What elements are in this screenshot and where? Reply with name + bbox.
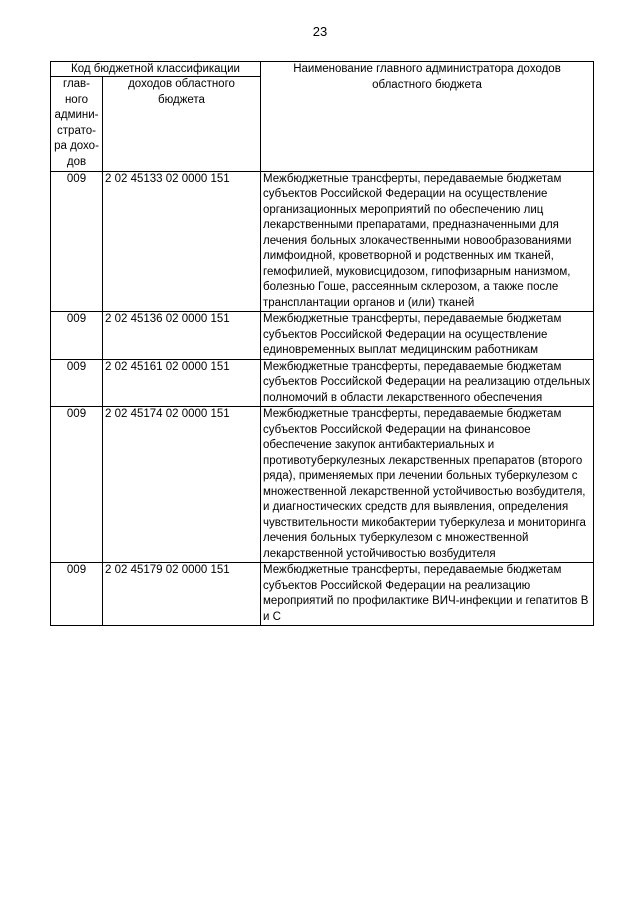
cell-income-code: 2 02 45174 02 0000 151 (103, 407, 261, 563)
table-row (51, 359, 594, 407)
table-row (51, 312, 594, 360)
cell-admin-code: 009 (51, 312, 103, 360)
cell-name: Межбюджетные трансферты, передаваемые бюджетам субъектов Российской Федерации на осуществление единовременных выплат медицинским работникам (261, 312, 594, 360)
page-number: 23 (312, 24, 328, 39)
table-row (51, 171, 594, 312)
header-regional-budget-income: доходов областного бюджета (103, 77, 261, 172)
table-row (51, 407, 594, 563)
cell-admin-code: 009 (51, 563, 103, 626)
budget-classification-table (50, 61, 594, 626)
header-main-administrator (51, 77, 103, 172)
cell-name: Межбюджетные трансферты, передаваемые бюджетам субъектов Российской Федерации на реализацию отдельных полномочий в области лекарственного обеспечения (261, 359, 594, 407)
cell-admin-code: 009 (51, 407, 103, 563)
cell-name: Межбюджетные трансферты, передаваемые бюджетам субъектов Российской Федерации на реализацию мероприятий по профилактике ВИЧ-инфекции и гепатитов В и С (261, 563, 594, 626)
cell-income-code: 2 02 45133 02 0000 151 (103, 171, 261, 312)
cell-name: Межбюджетные трансферты, передаваемые бюджетам субъектов Российской Федерации на осуществление организационных мероприятий по обеспечению лиц лекарственными препаратами, предназначенными для лечения больных злокачественными новообразованиями лимфоидной, кроветворной и родственных им тканей, гемофилией, муковисцидозом, гипофизарным нанизмом, болезнью Гоше, рассеянным склерозом, а также после трансплантации органов и (или) тканей (261, 171, 594, 312)
header-admin-line: ного (64, 93, 89, 106)
cell-admin-code: 009 (51, 171, 103, 312)
header-admin-line: ра дохо- (54, 140, 99, 153)
cell-income-code: 2 02 45136 02 0000 151 (103, 312, 261, 360)
header-admin-line: дов (66, 155, 87, 168)
table-row (51, 563, 594, 626)
cell-income-code: 2 02 45179 02 0000 151 (103, 563, 261, 626)
cell-admin-code: 009 (51, 359, 103, 407)
cell-name: Межбюджетные трансферты, передаваемые бюджетам субъектов Российской Федерации на финансовое обеспечение закупок антибактериальных и противотуберкулезных лекарственных препаратов (второго ряда), применяемых при лечении больных туберкулезом с множественной лекарственной устойчивостью возбудителя, и диагностических средств для выявления, определения чувствительности микобактерии туберкулеза и мониторинга лечения больных туберкулезом с множественной лекарственной устойчивостью возбудителя (261, 407, 594, 563)
cell-income-code: 2 02 45161 02 0000 151 (103, 359, 261, 407)
header-admin-line: админи- (54, 109, 99, 122)
header-admin-line: глав- (63, 78, 90, 90)
header-administrator-name: Наименование главного администратора доходов областного бюджета (261, 62, 594, 172)
header-admin-line: страто- (57, 124, 96, 137)
header-budget-classification-code: Код бюджетной классификации (51, 62, 261, 77)
